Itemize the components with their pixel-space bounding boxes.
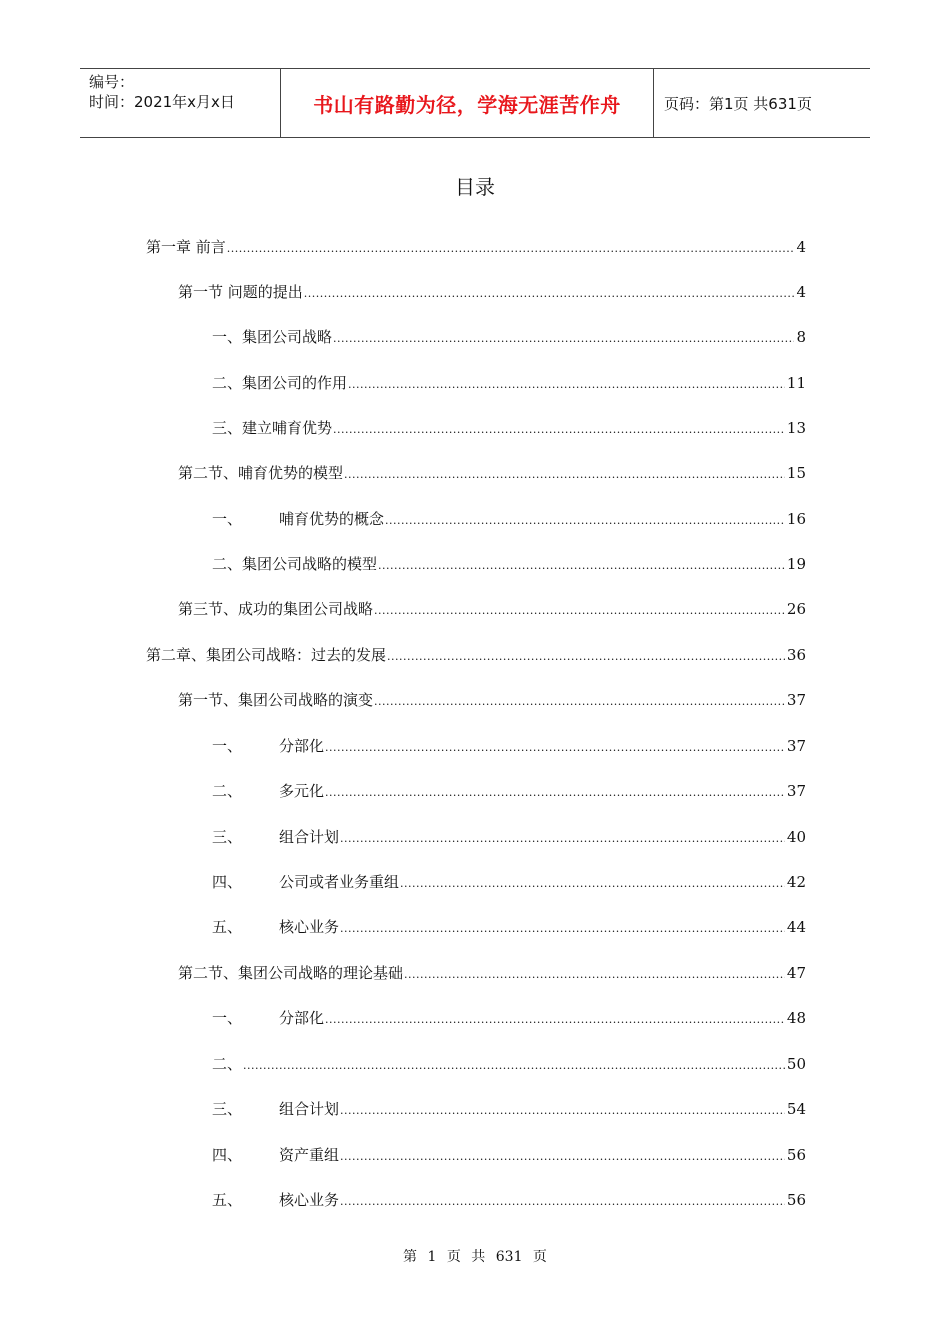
toc-page-number: 15 bbox=[786, 464, 806, 482]
toc-page-number: 26 bbox=[786, 600, 806, 618]
toc-entry-title: 组合计划 bbox=[279, 828, 340, 846]
toc-entry[interactable] bbox=[212, 1189, 806, 1211]
toc-entry-number: 二、 bbox=[212, 782, 243, 800]
document-header bbox=[80, 68, 870, 138]
toc-page-number: 42 bbox=[786, 873, 806, 891]
toc-leader-dots bbox=[325, 1007, 785, 1031]
toc-leader-dots bbox=[404, 962, 785, 986]
toc-entry-title: 第一节 问题的提出 bbox=[178, 283, 303, 301]
toc-leader-dots bbox=[374, 689, 785, 713]
toc-entry-title: 第一节、集团公司战略的演变 bbox=[178, 691, 374, 709]
header-page-code-cell bbox=[654, 69, 870, 137]
toc-entry-title: 第二节、哺育优势的模型 bbox=[178, 464, 344, 482]
toc-leader-dots bbox=[333, 417, 785, 441]
toc-entry-title: 核心业务 bbox=[279, 1191, 340, 1209]
toc-leader-dots bbox=[344, 462, 785, 486]
toc-entry-title: 一、集团公司战略 bbox=[212, 328, 333, 346]
toc-entry-number: 三、 bbox=[212, 828, 243, 846]
toc-entry[interactable] bbox=[212, 1053, 806, 1075]
toc-entry-title: 多元化 bbox=[279, 782, 325, 800]
toc-leader-dots bbox=[325, 735, 785, 759]
toc-entry-number: 五、 bbox=[212, 1191, 243, 1209]
toc-entry-title: 三、建立哺育优势 bbox=[212, 419, 333, 437]
toc-entry-number: 一、 bbox=[212, 510, 243, 528]
serial-number-label: 编号： bbox=[89, 73, 135, 91]
toc-entry[interactable] bbox=[146, 644, 806, 666]
toc-entry-title: 核心业务 bbox=[279, 918, 340, 936]
toc-entry-title: 二、集团公司战略的模型 bbox=[212, 555, 378, 573]
toc-entry[interactable] bbox=[178, 281, 806, 303]
toc-entry[interactable] bbox=[212, 417, 806, 439]
toc-entry-title: 第二章、集团公司战略：过去的发展 bbox=[146, 646, 387, 664]
toc-entry-number: 四、 bbox=[212, 873, 243, 891]
toc-page-number: 36 bbox=[786, 646, 806, 664]
toc-entry-number: 一、 bbox=[212, 737, 243, 755]
toc-leader-dots bbox=[340, 1098, 785, 1122]
toc-leader-dots bbox=[348, 372, 785, 396]
toc-entry-title: 第一章 前言 bbox=[146, 238, 226, 256]
time-label: 时间：2021年x月x日 bbox=[89, 93, 235, 111]
toc-page-number: 56 bbox=[786, 1191, 806, 1209]
toc-entry[interactable] bbox=[212, 916, 806, 938]
toc-entry-title: 二、集团公司的作用 bbox=[212, 374, 348, 392]
toc-page-number: 4 bbox=[796, 283, 806, 301]
toc-entry[interactable] bbox=[212, 735, 806, 757]
toc-page-number: 40 bbox=[786, 828, 806, 846]
toc-leader-dots bbox=[325, 780, 785, 804]
toc-leader-dots bbox=[387, 644, 785, 668]
toc-page-number: 54 bbox=[786, 1100, 806, 1118]
header-motto-cell bbox=[281, 69, 654, 137]
toc-leader-dots bbox=[333, 326, 794, 350]
toc-leader-dots bbox=[243, 1053, 785, 1077]
motto-text: 书山有路勤为径，学海无涯苦作舟 bbox=[313, 92, 621, 117]
toc-entry-number: 一、 bbox=[212, 1009, 243, 1027]
toc-leader-dots bbox=[340, 826, 785, 850]
toc-entry-title: 分部化 bbox=[279, 1009, 325, 1027]
toc-page-number: 50 bbox=[786, 1055, 806, 1073]
toc-leader-dots bbox=[340, 1189, 785, 1213]
toc-entry[interactable] bbox=[212, 826, 806, 848]
toc-entry[interactable] bbox=[212, 326, 806, 348]
toc-entry[interactable] bbox=[178, 689, 806, 711]
toc-page-number: 19 bbox=[786, 555, 806, 573]
toc-entry-title: 二、 bbox=[212, 1055, 243, 1073]
toc-page-number: 8 bbox=[796, 328, 806, 346]
toc-page-number: 37 bbox=[786, 737, 806, 755]
toc-entry[interactable] bbox=[146, 236, 806, 258]
page-title: 目录 bbox=[455, 175, 495, 199]
toc-page-number: 37 bbox=[786, 782, 806, 800]
toc-entry[interactable] bbox=[178, 462, 806, 484]
toc-leader-dots bbox=[400, 871, 785, 895]
toc-entry-title: 组合计划 bbox=[279, 1100, 340, 1118]
toc-leader-dots bbox=[304, 281, 795, 305]
toc-entry[interactable] bbox=[212, 871, 806, 893]
toc-entry-title: 第二节、集团公司战略的理论基础 bbox=[178, 964, 404, 982]
toc-entry-title: 哺育优势的概念 bbox=[279, 510, 385, 528]
toc-entry[interactable] bbox=[212, 1144, 806, 1166]
toc-page-number: 37 bbox=[786, 691, 806, 709]
toc-page-number: 4 bbox=[796, 238, 806, 256]
toc-entry-title: 第三节、成功的集团公司战略 bbox=[178, 600, 374, 618]
toc-page-number: 16 bbox=[786, 510, 806, 528]
toc-leader-dots bbox=[378, 553, 785, 577]
toc-page-number: 13 bbox=[786, 419, 806, 437]
toc-entry-number: 三、 bbox=[212, 1100, 243, 1118]
toc-leader-dots bbox=[340, 916, 785, 940]
header-meta-cell bbox=[80, 69, 281, 137]
toc-page-number: 48 bbox=[786, 1009, 806, 1027]
toc-entry[interactable] bbox=[212, 372, 806, 394]
toc-page-number: 47 bbox=[786, 964, 806, 982]
toc-entry-title: 分部化 bbox=[279, 737, 325, 755]
page-code-text: 页码：第1页 共631页 bbox=[664, 94, 812, 113]
toc-entry[interactable] bbox=[212, 553, 806, 575]
toc-entry-title: 资产重组 bbox=[279, 1146, 340, 1164]
toc-entry[interactable] bbox=[212, 780, 806, 802]
toc-entry-number: 五、 bbox=[212, 918, 243, 936]
toc-page-number: 56 bbox=[786, 1146, 806, 1164]
toc-page-number: 11 bbox=[786, 374, 806, 392]
toc-entry[interactable] bbox=[178, 962, 806, 984]
toc-entry[interactable] bbox=[212, 1098, 806, 1120]
toc-entry[interactable] bbox=[178, 598, 806, 620]
toc-entry-number: 四、 bbox=[212, 1146, 243, 1164]
toc-leader-dots bbox=[385, 508, 785, 532]
toc-leader-dots bbox=[374, 598, 785, 622]
toc-entry-title: 公司或者业务重组 bbox=[279, 873, 400, 891]
toc-entry[interactable] bbox=[212, 508, 806, 530]
toc-leader-dots bbox=[340, 1144, 785, 1168]
toc-page-number: 44 bbox=[786, 918, 806, 936]
toc-leader-dots bbox=[227, 236, 795, 260]
toc-entry[interactable] bbox=[212, 1007, 806, 1029]
page-footer: 第 1 页 共 631 页 bbox=[403, 1249, 547, 1265]
